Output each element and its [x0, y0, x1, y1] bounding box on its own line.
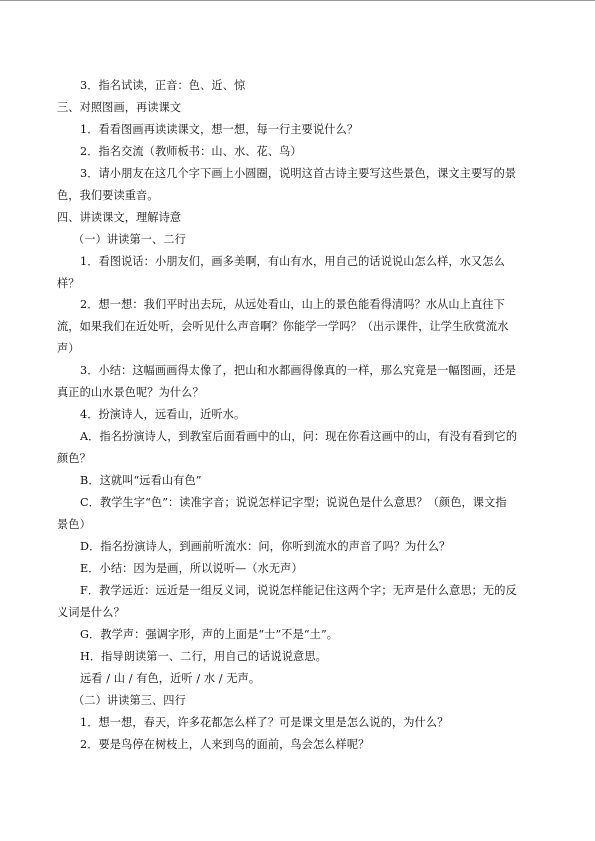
text-line: 景色） — [57, 518, 91, 531]
text-line: 4．扮演诗人，远看山，近听水。 — [80, 408, 246, 421]
text-line: 色，我们要读重音。 — [57, 189, 159, 202]
text-line: 流，如果我们在近处听，会听见什么声音啊？你能学一学吗？（出示课件，让学生欣赏流水 — [57, 320, 509, 333]
text-line: 3．请小朋友在这几个字下画上小圆圈，说明这首古诗主要写这些景色，课文主要写的景 — [80, 167, 517, 180]
text-line: 2．指名交流（教师板书：山、水、花、鸟） — [80, 145, 302, 158]
text-line: E．小结：因为是画，所以说听—（水无声） — [80, 562, 303, 575]
text-line: D．指名扮演诗人，到画前听流水：问，你听到流水的声音了吗？为什么？ — [80, 540, 451, 553]
poem-rhythm-line: 远看 / 山 / 有色，近听 / 水 / 无声。 — [80, 672, 261, 685]
text-line: 3．指名试读，正音：色、近、惊 — [80, 79, 246, 92]
text-line: 义词是什么？ — [57, 606, 125, 619]
text-line: 真正的山水景色呢？为什么？ — [57, 386, 204, 399]
text-line: 2．想一想：我们平时出去玩，从远处看山，山上的景色能看得清吗？水从山上直往下 — [80, 298, 505, 311]
subsection-heading: （一）讲读第一、二行 — [73, 233, 186, 246]
text-line: 颜色？ — [57, 452, 91, 465]
text-line: 1．想一想，春天，许多花都怎么样了？可是课文里是怎么说的，为什么？ — [80, 716, 449, 729]
text-line: A．指名扮演诗人，到教室后面看画中的山，问：现在你看这画中的山，有没有看到它的 — [80, 430, 518, 443]
text-line: B．这就叫“远看山有色” — [80, 474, 202, 487]
text-line: 1．看看图画再读读课文，想一想，每一行主要说什么？ — [80, 123, 359, 136]
section-heading: 三、对照图画，再读课文 — [57, 101, 182, 114]
subsection-heading: （二）讲读第三、四行 — [73, 694, 186, 707]
text-line: F．教学远近：远近是一组反义词，说说怎样能记住这两个字；无声是什么意思；无的反 — [80, 584, 517, 597]
text-line: 2．要是鸟停在树枝上，人来到鸟的面前，鸟会怎么样呢？ — [80, 738, 370, 751]
section-heading: 四、讲读课文，理解诗意 — [57, 211, 182, 224]
text-line: C．教学生字“色”：读准字音；说说怎样记字型；说说色是什么意思？（颜色，课文指 — [80, 496, 507, 509]
text-line: G．教学声：强调字形，声的上面是“士”不是“土”。 — [80, 628, 339, 641]
text-line: 3．小结：这幅画画得太像了，把山和水都画得像真的一样，那么究竟是一幅图画，还是 — [80, 364, 517, 377]
text-line: 声） — [57, 342, 80, 355]
text-line: H．指导朗读第一、二行，用自己的话说说意思。 — [80, 650, 327, 663]
text-line: 样？ — [57, 277, 80, 290]
text-line: 1．看图说话：小朋友们，画多美啊，有山有水，用自己的话说说山怎么样，水又怎么 — [80, 255, 505, 268]
